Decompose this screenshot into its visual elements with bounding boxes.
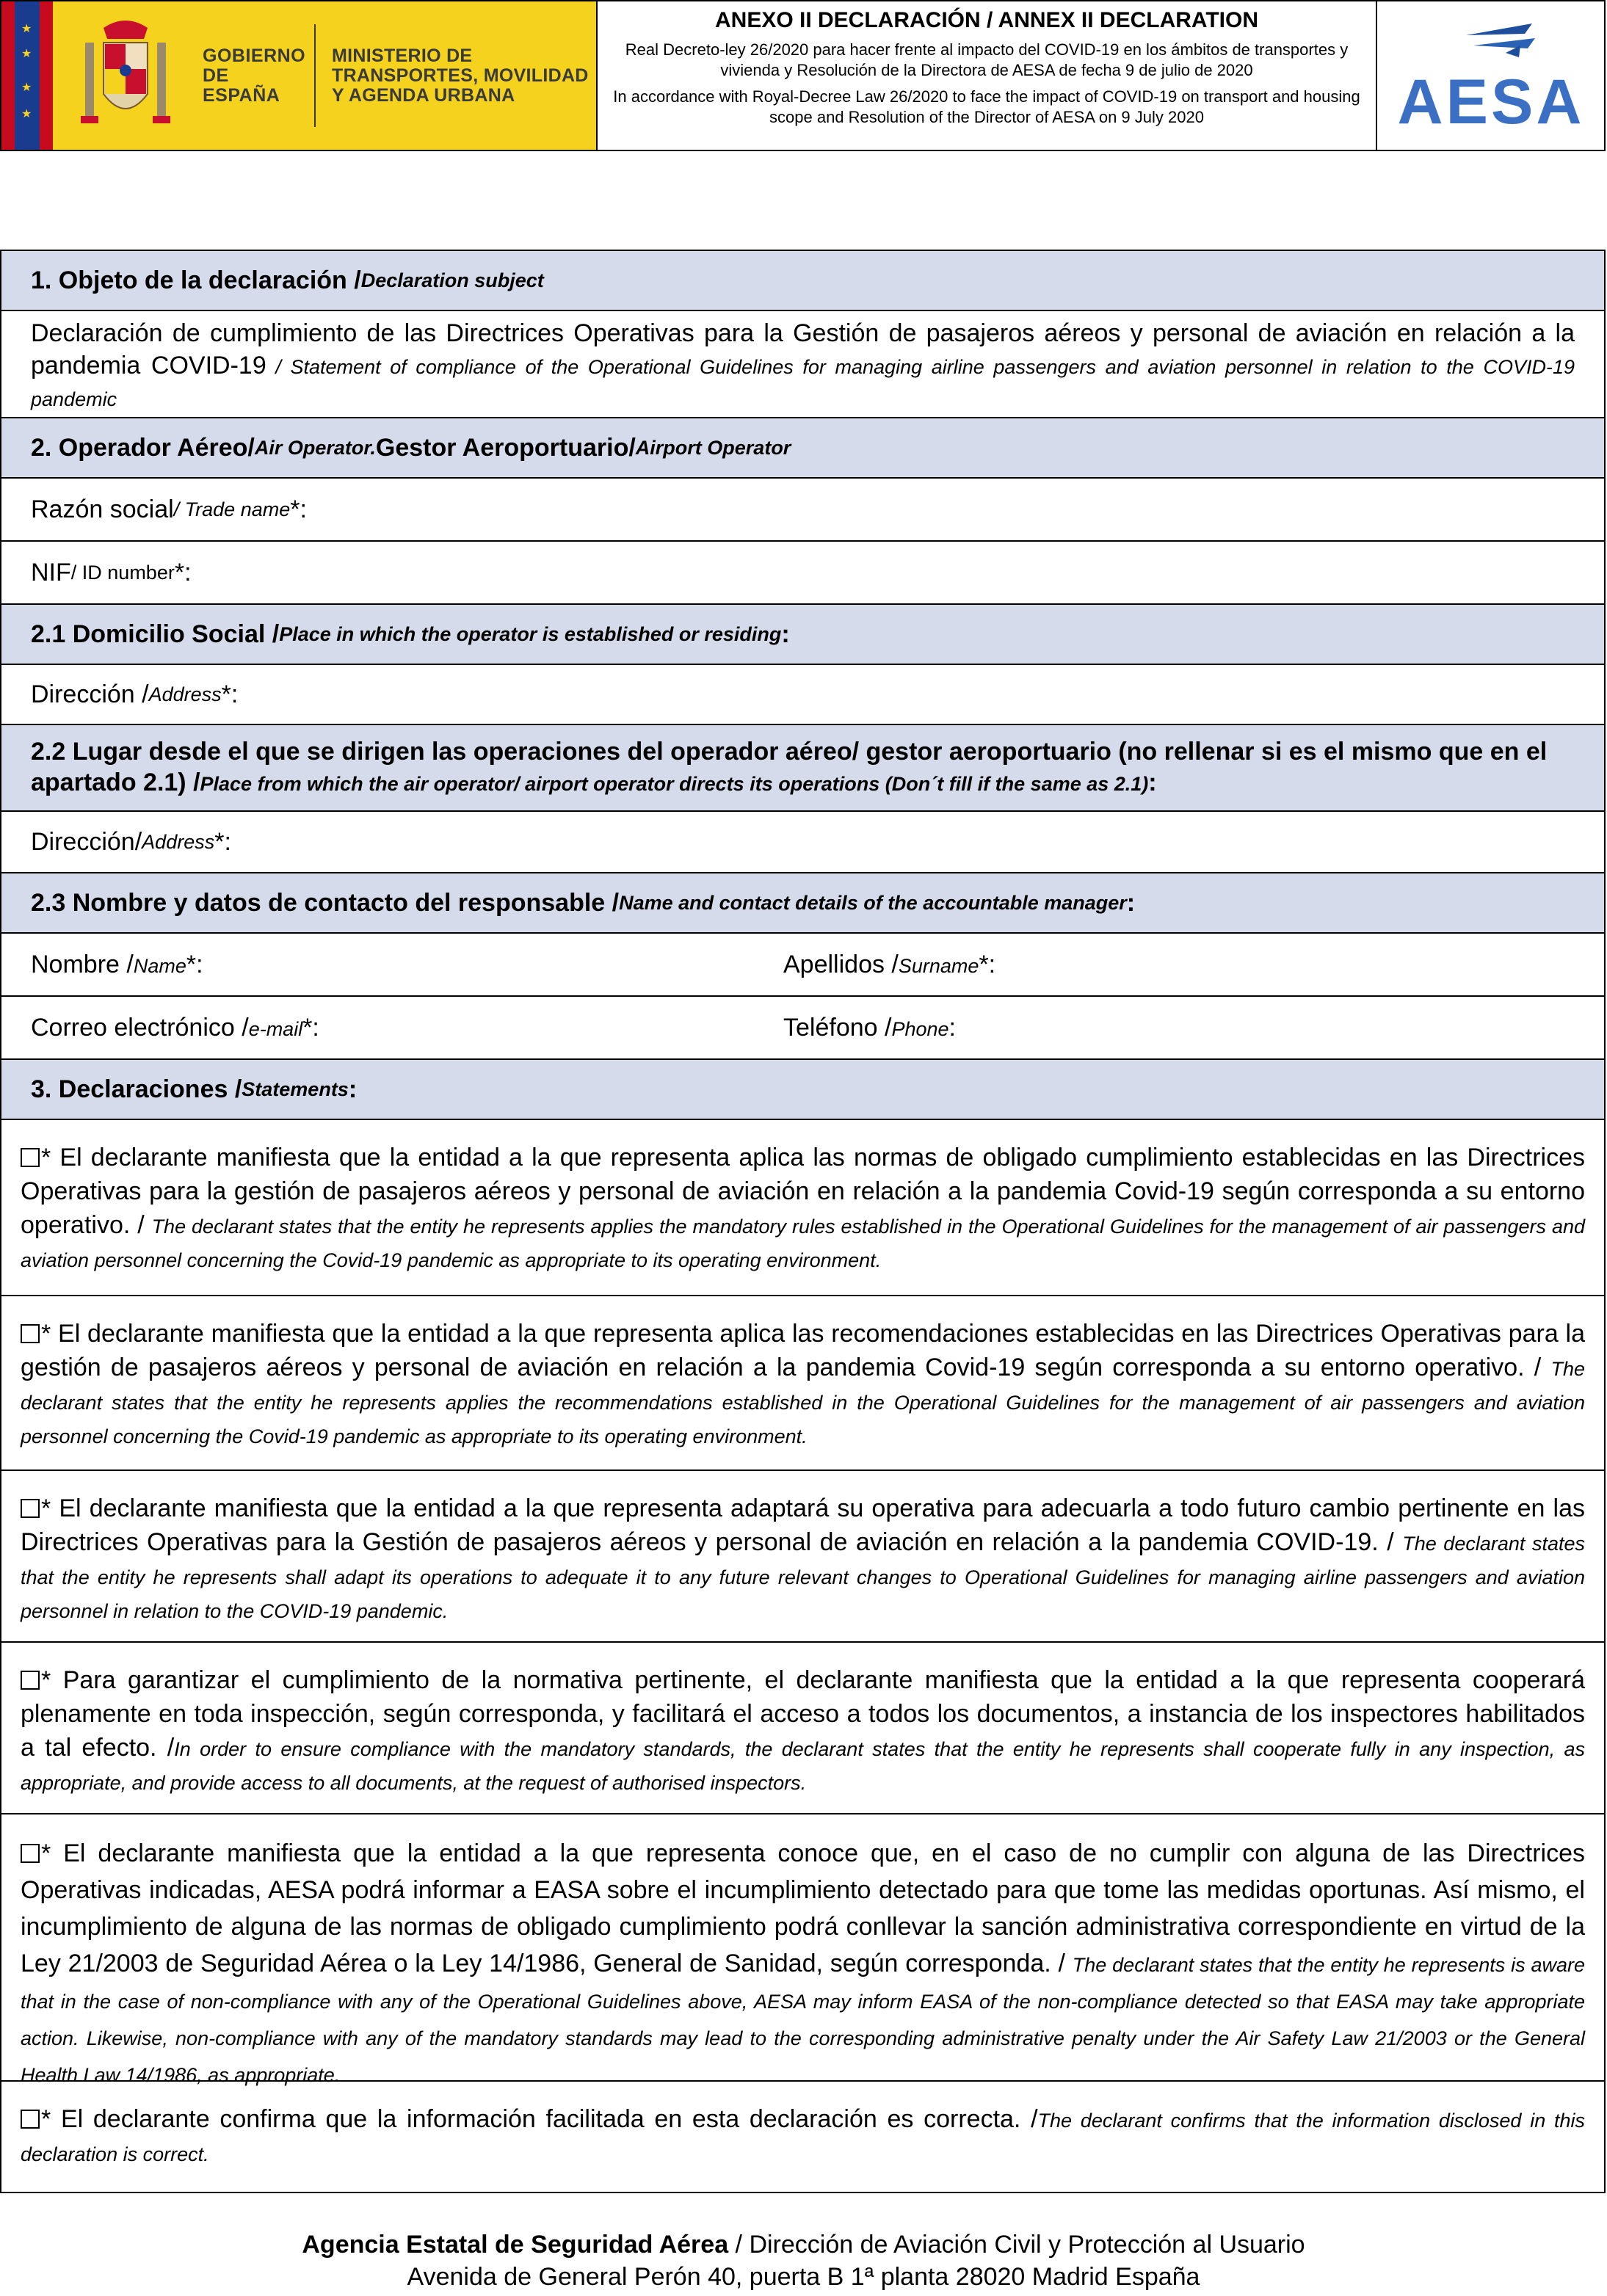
section-1-header: 1. Objeto de la declaración / Declaration subject bbox=[1, 251, 1604, 311]
statement-1: * El declarante manifiesta que la entidad a la que representa aplica las normas de obligado cumplimiento establecidas en las Directrices Operativas para la gestión de pasajeros aéreos y personal de aviación en relación a la pandemia Covid-19 según corresponda a su entorno operativo. / The declarant states that the entity he represents applies the mandatory rules established in the Operational Guidelines for the management of air passengers and aviation personnel concerning the Covid-19 pandemic as appropriate to its operating environment. bbox=[1, 1120, 1604, 1296]
surname-field[interactable]: Apellidos /Surname*: bbox=[783, 950, 996, 978]
statement-6-checkbox[interactable] bbox=[21, 2110, 40, 2129]
section-3-header: 3. Declaraciones / Statements : bbox=[1, 1060, 1604, 1120]
statement-5: * El declarante manifiesta que la entidad a la que representa conoce que, en el caso de no cumplir con alguna de las Directrices Operativas indicadas, AESA podrá informar a EASA sobre el incumplimiento detectado para que tome las medidas oportunas. Así mismo, el incumplimiento de alguna de las normas de obligado cumplimiento podrá conllevar la sanción administrativa correspondiente en virtud de la Ley 21/2003 de Seguridad Aérea o la Ley 14/1986, General de Sanidad, según corresponda. / The declarant states that the entity he represents is aware that in the case of non-compliance with any of the Operational Guidelines above, AESA may inform EASA of the non-compliance detected so that EASA may take appropriate action. Likewise, non-compliance with any of the mandatory standards may lead to the corresponding administrative penalty under the Air Safety Law 21/2003 or the General Health Law 14/1986, as appropriate. bbox=[1, 1814, 1604, 2082]
section-2-3-header: 2.3 Nombre y datos de contacto del responsable / Name and contact details of the accountable manager : bbox=[1, 873, 1604, 934]
statement-2: * El declarante manifiesta que la entidad a la que representa aplica las recomendaciones establecidas en las Directrices Operativas para la gestión de pasajeros aéreos y personal de aviación en relación a la pandemia Covid-19 según corresponda a su entorno operativo. / The declarant states that the entity he represents applies the recommendations established in the Operational Guidelines for the management of air passengers and aviation personnel concerning the Covid-19 pandemic as appropriate to its operating environment. bbox=[1, 1296, 1604, 1471]
contact-name-row bbox=[1, 934, 1604, 997]
agency-name: Agencia Estatal de Seguridad Aérea bbox=[302, 2231, 729, 2259]
statement-1-checkbox[interactable] bbox=[21, 1148, 40, 1167]
name-field[interactable]: Nombre /Name*: bbox=[31, 950, 203, 978]
agency-address: Avenida de General Perón 40, puerta B 1ª planta 28020 Madrid España bbox=[407, 2263, 1200, 2291]
aesa-logo-text: AESA bbox=[1397, 67, 1584, 137]
registered-address-field[interactable]: Dirección / Address *: bbox=[1, 665, 1604, 725]
statement-3: * El declarante manifiesta que la entidad a la que representa adaptará su operativa para adecuarla a todo futuro cambio pertinente en las Directrices Operativas para la Gestión de pasajeros aéreos y personal de aviación en relación a la pandemia COVID-19. / The declarant states that the entity he represents shall adapt its operations to adequate it to any future relevant changes to Operational Guidelines for managing airline passengers and aviation personnel in relation to the COVID-19 pandemic. bbox=[1, 1471, 1604, 1643]
gov-divider bbox=[314, 24, 316, 127]
statement-4-checkbox[interactable] bbox=[21, 1671, 40, 1690]
spain-flag-icon: ★ ★ ★ ★ bbox=[1, 1, 53, 150]
statement-5-checkbox[interactable] bbox=[21, 1844, 40, 1863]
statement-6: * El declarante confirma que la información facilitada en esta declaración es correcta. /The declarant confirms that the information disclosed in this declaration is correct. bbox=[21, 2105, 1585, 2165]
operations-address-field[interactable]: Dirección/ Address *: bbox=[1, 812, 1604, 873]
document-footer bbox=[0, 2228, 1607, 2293]
statement-4: * Para garantizar el cumplimiento de la normativa pertinente, el declarante manifiesta que la entidad a la que representa cooperará plenamente en toda inspección, según corresponda, y facilitará el acceso a todos los documentos, a instancia de los inspectores habilitados a tal efecto. /In order to ensure compliance with the mandatory standards, the declarant states that the entity he represents shall cooperate fully in any inspection, as appropriate, and provide access to all documents, at the request of authorised inspectors. bbox=[1, 1643, 1604, 1814]
section-2-2-header: 2.2 Lugar desde el que se dirigen las operaciones del operador aéreo/ gestor aeroportuario (no rellenar si es el mismo que en el apartado 2.1) /Place from which the air operator/ airport operator directs its operations (Don´t fill if the same as 2.1): bbox=[1, 725, 1604, 812]
government-logo-block bbox=[0, 0, 598, 151]
section-2-1-header: 2.1 Domicilio Social / Place in which the operator is established or residing : bbox=[1, 605, 1604, 665]
statement-2-checkbox[interactable] bbox=[21, 1324, 40, 1343]
ministry-name: MINISTERIO DE TRANSPORTES, MOVILIDAD Y AGENDA URBANA bbox=[332, 45, 589, 106]
aesa-logo bbox=[1376, 0, 1606, 151]
email-field[interactable]: Correo electrónico /e-mail*: bbox=[31, 1013, 319, 1042]
id-number-field[interactable]: NIF / ID number *: bbox=[1, 542, 1604, 605]
coat-of-arms-icon bbox=[70, 13, 181, 138]
declaration-form bbox=[0, 250, 1606, 2193]
annex-title-block bbox=[598, 0, 1376, 151]
legal-basis-en: In accordance with Royal-Decree Law 26/2020 to face the impact of COVID-19 on transport and housing scope and Resolution of the Director of AESA on 9 July 2020 bbox=[613, 87, 1360, 126]
declaration-subject-text: Declaración de cumplimiento de las Directrices Operativas para la Gestión de pasajeros aéreos y personal de aviación en relación a la pandemia COVID-19 / Statement of compliance of the Operational Guidelines for managing airline passengers and aviation personnel in relation to the COVID-19 pandemic bbox=[1, 311, 1604, 418]
legal-basis-es: Real Decreto-ley 26/2020 para hacer frente al impacto del COVID-19 en los ámbitos de transportes y vivienda y Resolución de la Directora de AESA de fecha 9 de julio de 2020 bbox=[625, 40, 1349, 79]
statement-3-checkbox[interactable] bbox=[21, 1499, 40, 1518]
document-title: ANEXO II DECLARACIÓN / ANNEX II DECLARATION bbox=[714, 8, 1259, 32]
phone-field[interactable]: Teléfono /Phone: bbox=[783, 1013, 956, 1042]
department-name: / Dirección de Aviación Civil y Protección al Usuario bbox=[728, 2231, 1305, 2259]
document-header bbox=[0, 0, 1606, 151]
aesa-logo-icon bbox=[1396, 13, 1586, 138]
contact-details-row bbox=[1, 997, 1604, 1060]
gov-name: GOBIERNO DE ESPAÑA bbox=[203, 45, 306, 106]
section-2-header: 2. Operador Aéreo/ Air Operator. Gestor Aeroportuario/ Airport Operator bbox=[1, 418, 1604, 479]
trade-name-field[interactable]: Razón social / Trade name *: bbox=[1, 479, 1604, 542]
